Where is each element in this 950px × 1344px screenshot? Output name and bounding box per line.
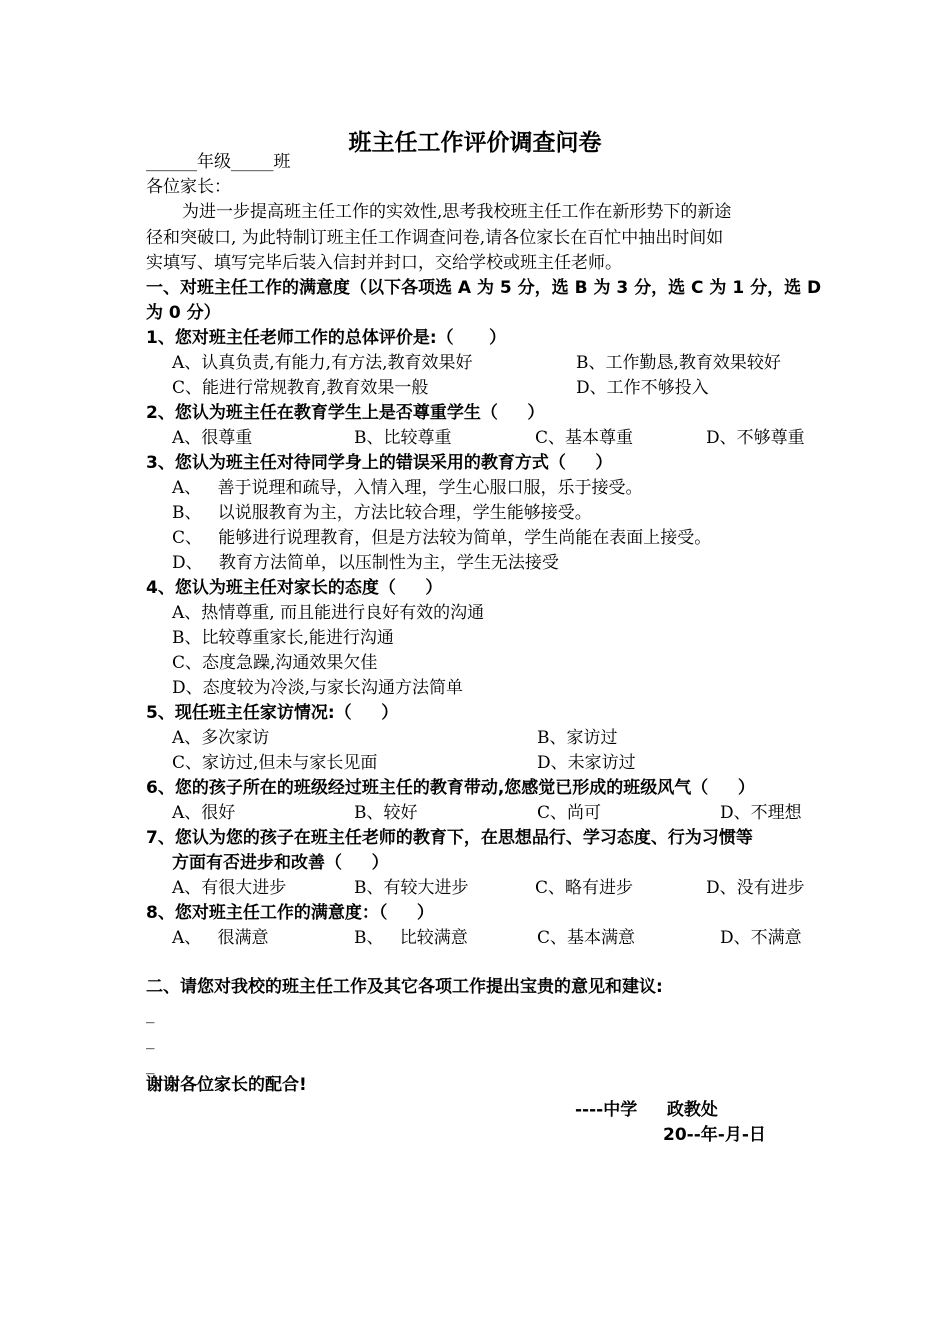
q2-option-c: C、基本尊重 [535, 428, 634, 448]
blank-line-2: _ [146, 1030, 155, 1050]
q3-option-c: C、 能够进行说理教育，但是方法较为简单，学生尚能在表面上接受。 [172, 528, 712, 548]
q5-option-a: A、多次家访 [172, 728, 270, 748]
q5-option-c: C、家访过,但未与家长见面 [172, 753, 378, 773]
q3-option-a: A、 善于说理和疏导，入情入理，学生心服口服，乐于接受。 [172, 478, 643, 498]
q4-option-b: B、比较尊重家长,能进行沟通 [172, 628, 394, 648]
q3-option-d: D、 教育方法简单，以压制性为主，学生无法接受 [172, 553, 559, 573]
q1-option-c: C、能进行常规教育,教育效果一般 [172, 378, 429, 398]
q7-option-b: B、有较大进步 [354, 878, 469, 898]
q5-option-d: D、未家访过 [537, 753, 636, 773]
q1-option-b: B、工作勤恳,教育效果较好 [576, 353, 781, 373]
q7-option-a: A、有很大进步 [172, 878, 287, 898]
question-8: 8、您对班主任工作的满意度：（ ） [146, 903, 434, 923]
q1-option-a: A、认真负责,有能力,有方法,教育效果好 [172, 353, 473, 373]
q6-option-a: A、很好 [172, 803, 236, 823]
q7-option-d: D、没有进步 [706, 878, 805, 898]
q6-option-d: D、不理想 [720, 803, 802, 823]
question-6: 6、您的孩子所在的班级经过班主任的教育带动,您感觉已形成的班级风气（ ） [146, 778, 755, 798]
signature: ----中学 政教处 [575, 1100, 718, 1120]
q1-option-d: D、工作不够投入 [576, 378, 709, 398]
q8-option-d: D、不满意 [720, 928, 802, 948]
question-3: 3、您认为班主任对待同学身上的错误采用的教育方式（ ） [146, 453, 613, 473]
q6-option-c: C、尚可 [537, 803, 602, 823]
q2-option-b: B、比较尊重 [354, 428, 452, 448]
blank-line-1: _ [146, 1004, 155, 1024]
intro-line-1: 为进一步提高班主任工作的实效性,思考我校班主任工作在新形势下的新途 [182, 202, 732, 222]
date-line: 20--年-月-日 [663, 1125, 766, 1145]
q2-option-d: D、不够尊重 [706, 428, 805, 448]
q8-option-b: B、 比较满意 [354, 928, 468, 948]
q4-option-d: D、态度较为冷淡,与家长沟通方法简单 [172, 678, 464, 698]
q3-option-b: B、 以说服教育为主，方法比较合理，学生能够接受。 [172, 503, 592, 523]
q4-option-a: A、热情尊重, 而且能进行良好有效的沟通 [172, 603, 485, 623]
question-7-line-1: 7、您认为您的孩子在班主任老师的教育下，在思想品行、学习态度、行为习惯等 [146, 828, 753, 848]
section1-heading-line-2: 为 0 分） [146, 303, 221, 323]
thanks-note: 谢谢各位家长的配合! [146, 1075, 307, 1095]
q2-option-a: A、很尊重 [172, 428, 253, 448]
q8-option-a: A、 很满意 [172, 928, 269, 948]
class-line: ______年级_____班 [146, 152, 291, 172]
page-title: 班主任工作评价调查问卷 [348, 130, 602, 156]
section2-heading: 二、请您对我校的班主任工作及其它各项工作提出宝贵的意见和建议: [146, 977, 663, 997]
q7-option-c: C、略有进步 [535, 878, 634, 898]
intro-line-3: 实填写、填写完毕后装入信封并封口，交给学校或班主任老师。 [146, 253, 622, 273]
blank-line-3: _ [146, 1055, 155, 1075]
intro-line-2: 径和突破口, 为此特制订班主任工作调查问卷,请各位家长在百忙中抽出时间如 [146, 228, 724, 248]
q8-option-c: C、基本满意 [537, 928, 636, 948]
question-2: 2、您认为班主任在教育学生上是否尊重学生（ ） [146, 403, 545, 423]
greeting: 各位家长： [146, 177, 231, 197]
question-4: 4、您认为班主任对家长的态度（ ） [146, 578, 443, 598]
q5-option-b: B、家访过 [537, 728, 618, 748]
q6-option-b: B、较好 [354, 803, 418, 823]
q4-option-c: C、态度急躁,沟通效果欠佳 [172, 653, 378, 673]
question-1: 1、您对班主任老师工作的总体评价是:（ ） [146, 328, 507, 348]
question-7-line-2: 方面有否进步和改善（ ） [172, 853, 389, 873]
section1-heading-line-1: 一、对班主任工作的满意度（以下各项选 A 为 5 分，选 B 为 3 分，选 C 为 1 分，选 D [146, 278, 822, 298]
question-5: 5、现任班主任家访情况:（ ） [146, 703, 399, 723]
